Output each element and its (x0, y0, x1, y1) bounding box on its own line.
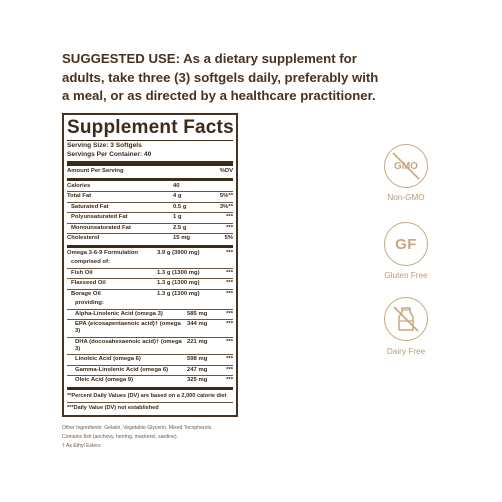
nutrient-amount: 0.5 g (173, 203, 187, 210)
footnote-not-established: ***Daily Value (DV) not established (67, 402, 233, 412)
table-row (67, 337, 233, 355)
nutrient-amount: 15 mg (173, 235, 191, 241)
table-row (67, 258, 233, 268)
nutrient-dv: *** (226, 356, 233, 362)
table-row (67, 249, 233, 259)
table-row (67, 289, 233, 300)
suggested-use-text: SUGGESTED USE: As a dietary supplement for adults, take three (3) softgels daily, preferably with a meal, or as directed by a healthcare practitioner. (62, 51, 379, 103)
nutrient-name: Oleic Acid (omega 9) (75, 377, 134, 383)
nutrient-dv: *** (226, 310, 233, 317)
nutrient-dv: *** (226, 269, 233, 276)
nutrient-dv: *** (226, 280, 233, 286)
nutrient-name: Polyunsaturated Fat (71, 214, 128, 220)
nutrient-dv: 3%** (219, 203, 233, 210)
non-gmo-icon (384, 144, 428, 188)
table-row (67, 268, 233, 279)
facts-header-row (67, 167, 233, 177)
nutrient-amount: 585 mg (187, 310, 208, 317)
nutrient-amount: 1.3 g (1300 mg) (157, 290, 200, 297)
nutrient-name: Gamma-Linolenic Acid (omega 6) (75, 366, 169, 373)
nutrient-dv: *** (226, 214, 233, 220)
nutrient-name: EPA (eicosapentaenoic acid)† (omega 3) (75, 321, 181, 334)
nutrient-amount: 247 mg (187, 366, 208, 373)
nutrient-amount: 40 (173, 182, 180, 189)
nutrient-name: Calories (67, 182, 91, 189)
table-row (67, 365, 233, 376)
table-row (67, 212, 233, 223)
nutrient-dv: 5%** (219, 193, 233, 199)
supplement-facts-panel (62, 113, 238, 417)
header-dv: %DV (219, 168, 233, 174)
nutrient-dv: *** (226, 338, 233, 345)
dairy-free-label: Dairy Free (386, 347, 426, 356)
gmo-icon-text: GMO (394, 160, 418, 172)
nutrient-amount: 598 mg (187, 356, 208, 362)
nutrient-dv: *** (226, 249, 233, 256)
nutrient-name: Linoleic Acid (omega 6) (75, 356, 141, 362)
nutrient-amount: 1.3 g (1300 mg) (157, 269, 200, 276)
nutrient-name: Total Fat (67, 193, 92, 199)
table-row (67, 319, 233, 337)
table-row (67, 309, 233, 320)
nutrient-amount: 1.3 g (1300 mg) (157, 280, 200, 286)
header-amount: Amount Per Serving (67, 168, 124, 174)
nutrient-name: Monounsaturated Fat (71, 224, 131, 231)
ethyl-esters-note: † As Ethyl Esters (62, 443, 101, 449)
nutrient-name: DHA (docosahexaenoic acid)† (omega 3) (75, 338, 182, 352)
nutrient-name: comprised of: (71, 259, 110, 265)
gf-icon-text: GF (395, 235, 417, 253)
nutrient-name: Omega 3-6-9 Formulation (67, 249, 139, 256)
nutrient-amount: 2.5 g (173, 224, 187, 231)
other-ingredients-line: Other Ingredients: Gelatin, Vegetable Glycerin, Mixed Tocopherols. (62, 425, 213, 431)
table-row (67, 354, 233, 365)
nutrient-amount: 1 g (173, 214, 182, 220)
nutrient-dv: *** (226, 377, 233, 383)
serving-size: Serving Size: 3 Softgels (67, 142, 142, 149)
nutrient-name: Flaxseed Oil (71, 280, 106, 286)
nutrient-amount: 325 mg (187, 377, 208, 383)
divider (67, 178, 233, 181)
gluten-free-icon (384, 222, 428, 266)
divider (67, 387, 233, 390)
nutrient-dv: *** (226, 224, 233, 231)
table-row (67, 299, 233, 309)
dairy-free-icon (384, 297, 428, 341)
nutrient-name: Cholesterol (67, 235, 100, 241)
table-row (67, 223, 233, 234)
other-ingredients (62, 424, 272, 451)
table-row (67, 191, 233, 202)
table-row (67, 202, 233, 213)
nutrient-name: Saturated Fat (71, 203, 109, 210)
table-row (67, 182, 233, 192)
milk-bottle-icon (386, 299, 426, 339)
nutrient-name: Borage Oil (71, 290, 101, 297)
gluten-free-label: Gluten Free (384, 271, 428, 280)
nutrient-amount: 4 g (173, 193, 182, 199)
nutrient-amount: 221 mg (187, 338, 208, 345)
table-row (67, 233, 233, 244)
nutrient-name: Fish Oil (71, 269, 93, 276)
table-row (67, 375, 233, 386)
nutrient-dv: *** (226, 290, 233, 297)
nutrient-amount: 344 mg (187, 321, 208, 327)
divider (67, 161, 233, 166)
nutrient-name: providing: (75, 300, 104, 306)
nutrient-dv: *** (226, 366, 233, 373)
allergen-line: Contains fish (anchovy, herring, mackerel, sardine). (62, 434, 178, 440)
non-gmo-label: Non-GMO (387, 193, 425, 202)
nutrient-name: Alpha-Linolenic Acid (omega 3) (75, 310, 163, 317)
nutrient-amount: 3.9 g (3900 mg) (157, 249, 200, 256)
divider (67, 245, 233, 248)
nutrient-dv: *** (226, 321, 233, 327)
facts-title: Supplement Facts (67, 117, 233, 141)
footnote-dv: **Percent Daily Values (DV) are based on a 2,000 calorie diet (67, 392, 227, 399)
nutrient-dv: 5% (224, 235, 233, 241)
table-row (67, 278, 233, 289)
servings-per-container: Servings Per Container: 40 (67, 151, 152, 158)
